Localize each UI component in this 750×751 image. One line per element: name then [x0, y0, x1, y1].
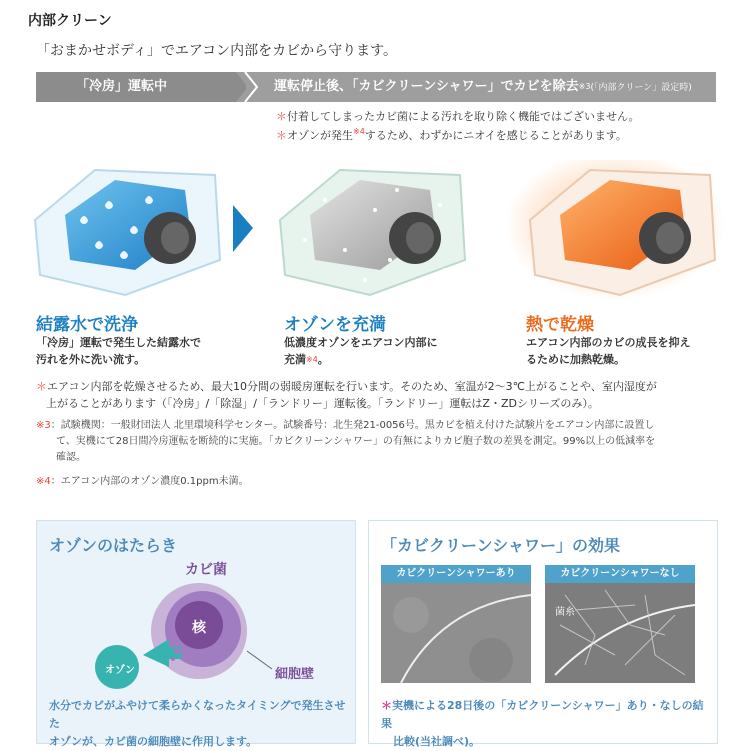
note-2-text-b: するため、わずかにニオイを感じることがあります。	[364, 129, 627, 142]
footnote-3-mark: ※3	[36, 420, 51, 431]
step-2-heading: オゾンを充満	[284, 315, 386, 335]
core-label: 核	[192, 620, 206, 636]
banner-sup: ※3	[578, 82, 591, 91]
mold-label: カビ菌	[185, 562, 227, 578]
photo-with-shower-label: カビクリーンシャワーあり	[381, 565, 531, 583]
banner-small: (「内部クリーン」設定時)	[590, 83, 692, 93]
effect-panel	[368, 520, 718, 748]
note-1-mark: ＊	[276, 110, 287, 123]
ozone-caption-line-2: オゾンが、カビ菌の細胞壁に作用します。	[49, 735, 258, 748]
effect-caption-text-1: 実機による28日後の「カビクリーンシャワー」あり・なしの結果	[381, 699, 704, 730]
ozone-panel-title: オゾンのはたらき	[49, 536, 178, 555]
drying-note-mark: ＊	[36, 380, 47, 393]
effect-caption-mark: ＊	[381, 699, 392, 712]
effect-caption-line-1	[381, 697, 711, 733]
step-3-heading: 熱で乾燥	[526, 315, 594, 335]
step-3-desc	[526, 334, 690, 368]
step-1-heading: 結露水で洗浄	[36, 315, 138, 335]
process-banner	[36, 72, 716, 102]
footnote-4-text: ：エアコン内部のオゾン濃度0.1ppm未満。	[50, 476, 249, 487]
ozone-caption-line-1: 水分でカビがふやけて柔らかくなったタイミングで発生させた	[49, 699, 346, 730]
step-3-line-2: るために加熱乾燥。	[526, 353, 625, 366]
footnote-4-mark: ※4	[36, 476, 51, 487]
step-2-tail: 。	[317, 353, 329, 366]
aircon-unit-condensation	[35, 170, 220, 295]
note-2-sup: ※4	[353, 127, 365, 136]
note-2-mark: ＊	[276, 129, 287, 142]
ozone-panel	[36, 520, 356, 748]
hypha-label: 菌糸	[555, 607, 575, 618]
effect-caption-line-2: 比較(当社調べ)。	[393, 735, 481, 748]
photo-without-shower-label: カビクリーンシャワーなし	[545, 565, 695, 583]
effect-panel-title: 「カビクリーンシャワー」の効果	[381, 536, 620, 555]
note-2	[276, 127, 627, 143]
step-2-desc	[284, 334, 437, 368]
effect-caption	[381, 697, 711, 751]
section-title: 内部クリーン	[28, 13, 112, 29]
aircon-unit-drying	[505, 160, 725, 300]
cell-wall-label: 細胞壁	[275, 667, 315, 682]
drying-note	[36, 378, 726, 412]
footnote-4	[36, 474, 249, 490]
note-1	[276, 108, 640, 124]
step-2-line-2	[284, 351, 437, 368]
step-2-sup: ※4	[306, 355, 318, 364]
step-1-desc	[36, 334, 201, 368]
step-2-line-1: 低濃度オゾンをエアコン内部に	[284, 336, 438, 349]
play-arrow-icon	[233, 205, 253, 252]
note-1-text: 付着してしまったカビ菌による汚れを取り除く機能ではございません。	[287, 110, 640, 123]
footnote-3-line-1	[36, 418, 726, 434]
step-1-line-1: 「冷房」運転で発生した結露水で	[36, 336, 201, 349]
banner-step-cooling: 「冷房」運転中	[36, 72, 246, 102]
drying-note-line-2: 上がることがあります（「冷房」/「除湿」/「ランドリー」運転後。「ランドリー」運転はZ・ZDシリーズのみ）。	[46, 397, 599, 410]
aircon-illustrations	[25, 160, 725, 310]
chevron-right-icon	[236, 72, 258, 102]
note-2-text-a: オゾンが発生	[287, 129, 353, 142]
step-2-line-2-text: 充満	[284, 353, 306, 366]
step-1-line-2: 汚れを外に洗い流す。	[36, 353, 146, 366]
banner-step-after-stop	[246, 72, 716, 102]
photo-with-shower	[381, 565, 531, 683]
ozone-caption	[49, 697, 349, 751]
subtitle: 「おまかせボディ」でエアコン内部をカビから守ります。	[36, 43, 398, 59]
footnote-3-line-2: て、実機にて28日間冷房運転を断続的に実施。「カビクリーンシャワー」の有無によりカビ胞子数の差異を測定。99%以上の低減率を	[56, 436, 656, 447]
step-3-line-1: エアコン内部のカビの成長を抑え	[526, 336, 691, 349]
footnote-3-line-3: 確認。	[56, 452, 86, 463]
banner-right-label: 運転停止後、「カビクリーンシャワー」でカビを除去	[274, 79, 579, 94]
drying-note-line-1	[36, 378, 726, 395]
footnote-3	[36, 418, 726, 466]
ozone-label: オゾン	[105, 665, 135, 676]
aircon-unit-ozone	[280, 170, 465, 295]
footnote-3-text-1: ：試験機関：一般財団法人 北里環境科学センター。試験番号：北生発21-0056号。黒カビを植え付けた試験片をエアコン内部に設置し	[50, 420, 655, 431]
photo-without-shower	[545, 565, 695, 683]
drying-note-text-1: エアコン内部を乾燥させるため、最大10分間の弱暖房運転を行います。そのため、室温が2～3℃上がることや、室内湿度が	[47, 380, 657, 393]
